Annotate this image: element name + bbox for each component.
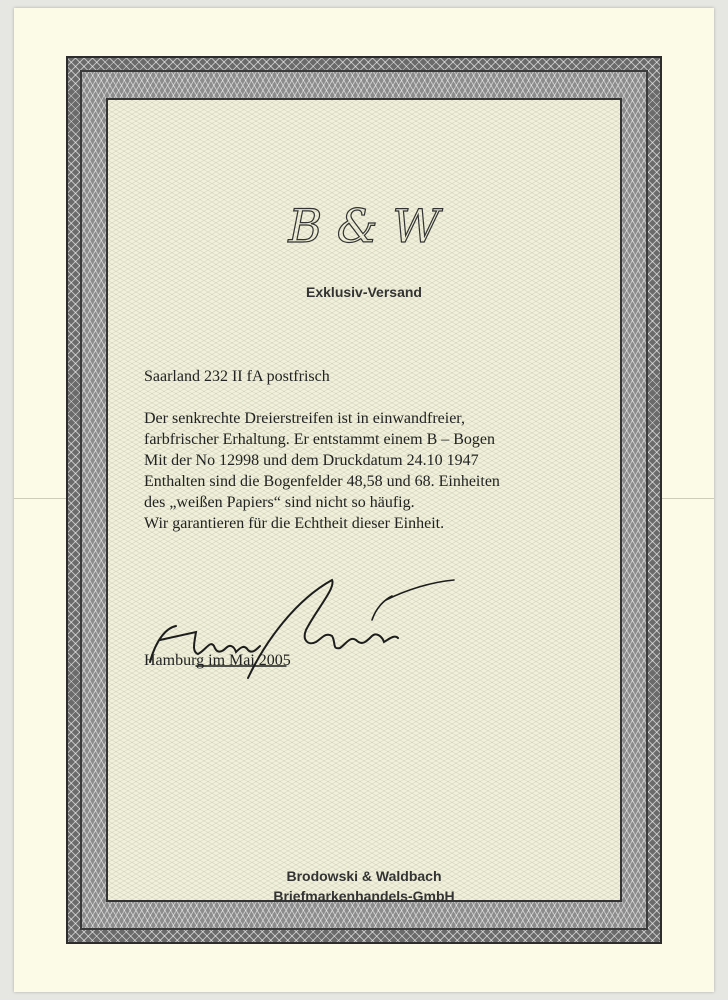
certificate-paper [14,8,714,992]
company-line: Brodowski & Waldbach [286,868,442,884]
bw-monogram-logo [244,192,484,262]
ornamental-border [66,56,662,944]
company-name [108,866,620,906]
signature-image [136,570,456,680]
handwritten-signature [136,570,456,685]
body-line: Der senkrechte Dreierstreifen ist in einwandfreier, [144,410,465,427]
company-line: Briefmarkenhandels-GmbH [273,888,455,904]
svg-text:B & W: B & W [288,199,440,253]
subtitle: Exklusiv-Versand [306,284,422,300]
body-line: Enthalten sind die Bogenfelder 48,58 und 68. Einheiten [144,473,500,490]
logo [108,192,620,262]
certificate-body [144,408,500,534]
place-date: Hamburg im Mai 2005 [144,652,291,669]
body-line: farbfrischer Erhaltung. Er entstammt einem B – Bogen [144,431,496,448]
certificate-panel [106,98,622,902]
body-line: Wir garantieren für die Echtheit dieser Einheit. [144,515,445,532]
stamp-item: Saarland 232 II fA postfrisch [144,368,330,385]
body-line: des „weißen Papiers“ sind nicht so häufig. [144,494,415,511]
body-line: Mit der No 12998 und dem Druckdatum 24.10 1947 [144,452,479,469]
